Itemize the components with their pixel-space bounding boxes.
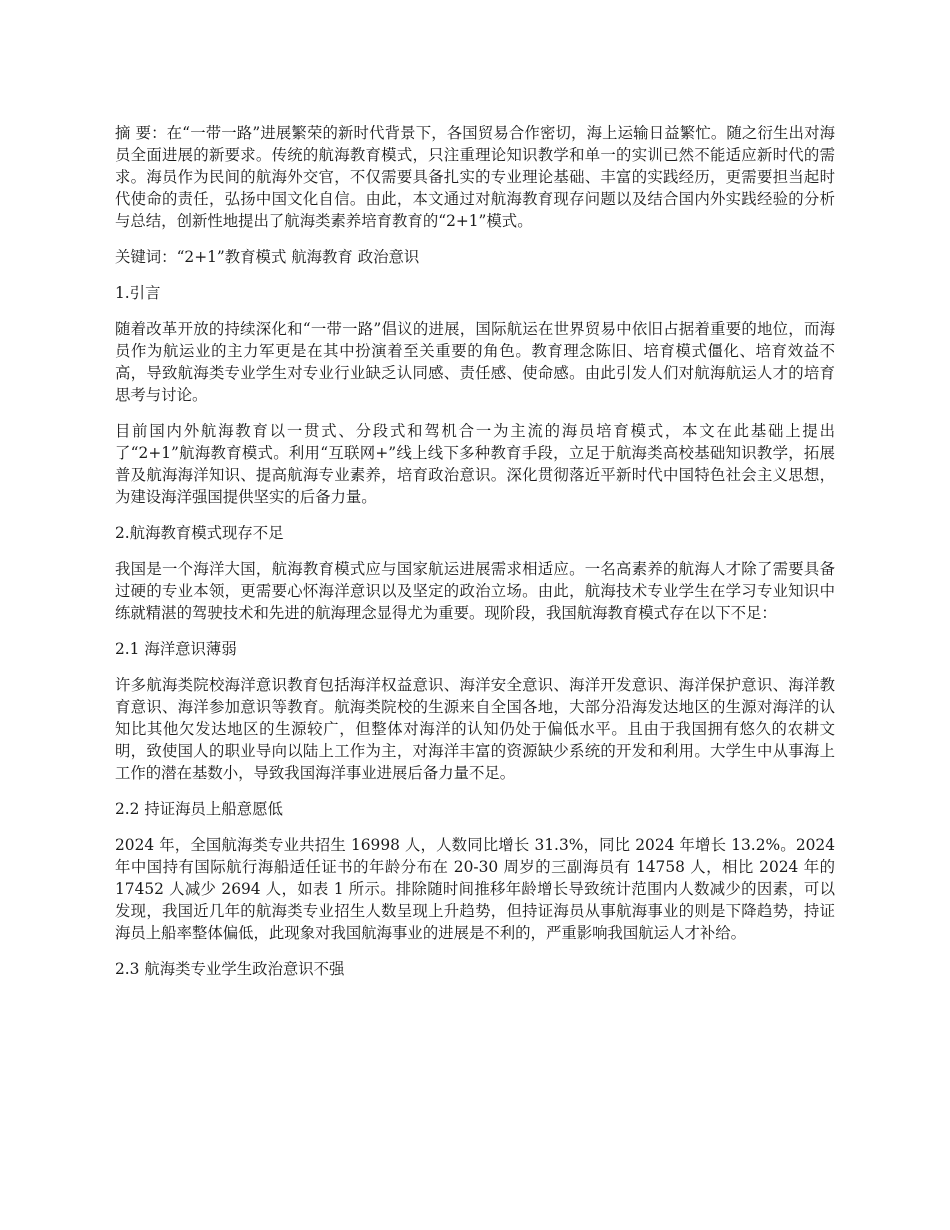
- section-heading-intro: 1.引言: [115, 284, 161, 302]
- intro-paragraph-2: 目前国内外航海教育以一贯式、分段式和驾机合一为主流的海员培育模式，本文在此基础上提出了“2+1”航海教育模式。利用“互联网+”线上线下多种教育手段，立足于航海类高校基础知识教学，拓展普及航海海洋知识、提高航海专业素养，培育政治意识。深化贯彻落近平新时代中国特色社会主义思想，为建设海洋强国提供坚实的后备力量。: [115, 422, 835, 506]
- document-body: [115, 122, 835, 994]
- shortcomings-paragraph: 我国是一个海洋大国，航海教育模式应与国家航运进展需求相适应。一名高素养的航海人才除了需要具备过硬的专业本领，更需要心怀海洋意识以及坚定的政治立场。由此，航海技术专业学生在学习专业知识中练就精湛的驾驶技术和先进的航海理念显得尤为重要。现阶段，我国航海教育模式存在以下不足：: [115, 560, 835, 622]
- subsection-heading-political-awareness: 2.3 航海类专业学生政治意识不强: [115, 960, 345, 978]
- ocean-awareness-paragraph: 许多航海类院校海洋意识教育包括海洋权益意识、海洋安全意识、海洋开发意识、海洋保护意识、海洋教育意识、海洋参加意识等教育。航海类院校的生源来自全国各地，大部分沿海发达地区的生源对海洋的认知比其他欠发达地区的生源较广，但整体对海洋的认知仍处于偏低水平。且由于我国拥有悠久的农耕文明，致使国人的职业导向以陆上工作为主，对海洋丰富的资源缺少系统的开发和利用。大学生中从事海上工作的潜在基数小，导致我国海洋事业进展后备力量不足。: [115, 676, 835, 782]
- intro-paragraph-1: 随着改革开放的持续深化和“一带一路”倡议的进展，国际航运在世界贸易中依旧占据着重要的地位，而海员作为航运业的主力军更是在其中扮演着至关重要的角色。教育理念陈旧、培育模式僵化、培育效益不高，导致航海类专业学生对专业行业缺乏认同感、责任感、使命感。由此引发人们对航海航运人才的培育思考与讨论。: [115, 320, 835, 404]
- subsection-heading-ocean-awareness: 2.1 海洋意识薄弱: [115, 640, 237, 658]
- subsection-heading-seafarer-willingness: 2.2 持证海员上船意愿低: [115, 800, 283, 818]
- abstract-paragraph: 摘 要：在“一带一路”进展繁荣的新时代背景下，各国贸易合作密切，海上运输日益繁忙。随之衍生出对海员全面进展的新要求。传统的航海教育模式，只注重理论知识教学和单一的实训已然不能适应新时代的需求。海员作为民间的航海外交官，不仅需要具备扎实的专业理论基础、丰富的实践经历，更需要担当起时代使命的责任，弘扬中国文化自信。由此，本文通过对航海教育现存问题以及结合国内外实践经验的分析与总结，创新性地提出了航海类素养培育教育的“2+1”模式。: [115, 124, 835, 230]
- section-heading-shortcomings: 2.航海教育模式现存不足: [115, 524, 284, 542]
- seafarer-willingness-paragraph: 2024 年，全国航海类专业共招生 16998 人，人数同比增长 31.3%，同比 2024 年增长 13.2%。2024 年中国持有国际航行海船适任证书的年龄分布在 20-30 周岁的三副海员有 14758 人，相比 2024 年的 17452 人减少 2694 人，如表 1 所示。排除随时间推移年龄增长导致统计范围内人数减少的因素，可以发现，我国近几年的航海类专业招生人数呈现上升趋势，但持证海员从事航海事业的则是下降趋势，持证海员上船率整体偏低，此现象对我国航海事业的进展是不利的，严重影响我国航运人才补给。: [115, 836, 835, 942]
- keywords-line: 关键词：“2+1”教育模式 航海教育 政治意识: [115, 248, 420, 266]
